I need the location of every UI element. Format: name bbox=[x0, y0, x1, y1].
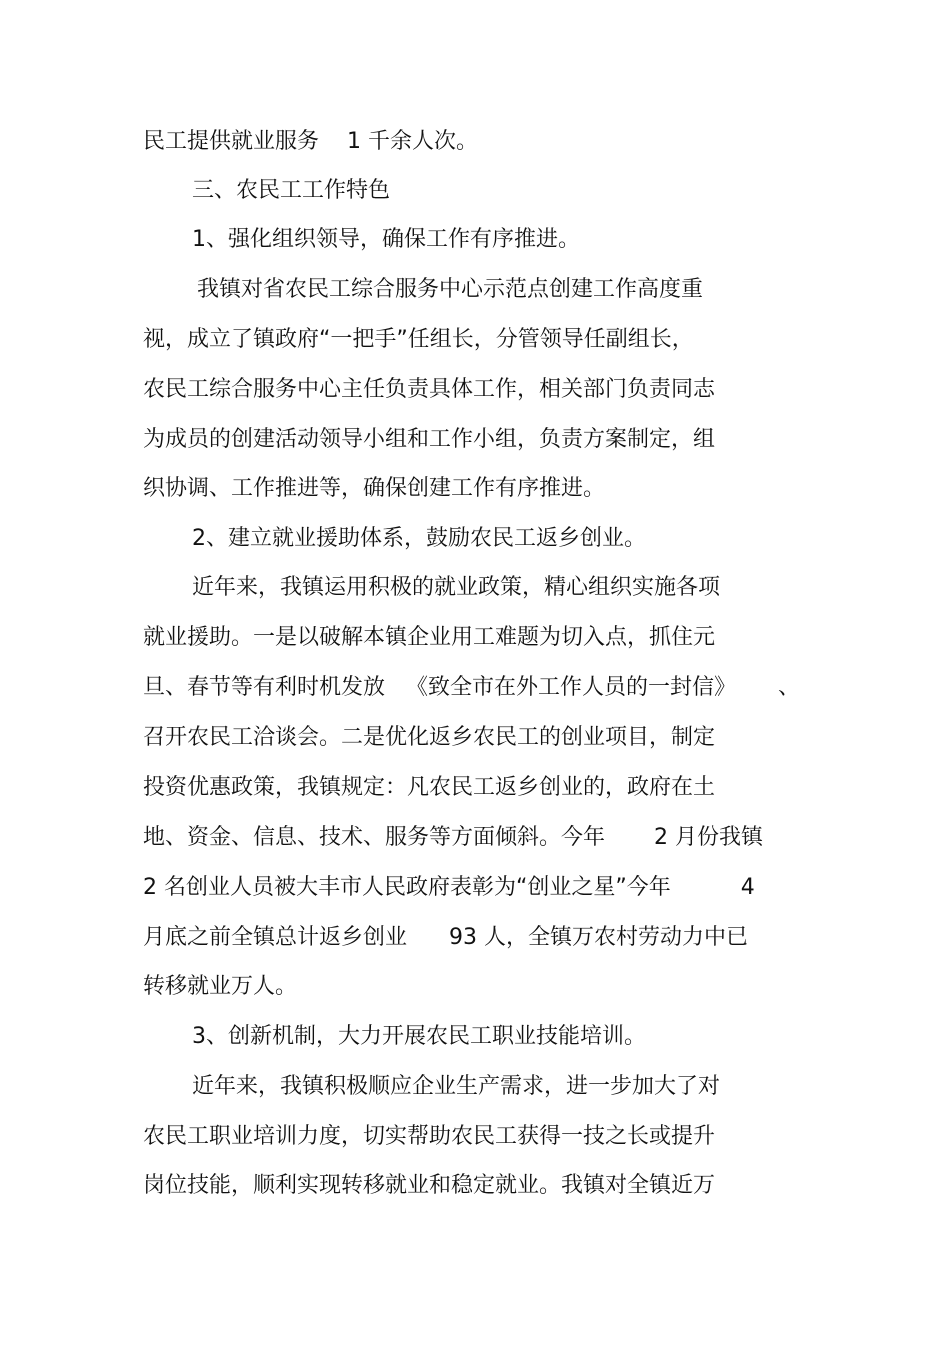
text-line: 织协调、工作推进等，确保创建工作有序推进。 bbox=[143, 476, 606, 501]
text-line: 近年来，我镇积极顺应企业生产需求，进一步加大了对 bbox=[192, 1074, 721, 1099]
text-line: 转移就业万人。 bbox=[143, 974, 298, 999]
text-line: 月底之前全镇总计返乡创业 93 人，全镇万农村劳动力中已 bbox=[143, 925, 748, 950]
text-line: 召开农民工洽谈会。二是优化返乡农民工的创业项目，制定 bbox=[143, 725, 716, 750]
text-line: 近年来，我镇运用积极的就业政策，精心组织实施各项 bbox=[192, 575, 721, 600]
section-heading: 三、农民工工作特色 bbox=[192, 178, 391, 203]
text-line: 我镇对省农民工综合服务中心示范点创建工作高度重 bbox=[197, 277, 704, 302]
text-line: 岗位技能，顺利实现转移就业和稳定就业。我镇对全镇近万 bbox=[143, 1173, 716, 1198]
text-line: 2 名创业人员被大丰市人民政府表彰为“创业之星”今年 4 bbox=[143, 875, 755, 900]
subsection-heading: 1、强化组织领导，确保工作有序推进。 bbox=[192, 227, 580, 252]
text-line: 就业援助。一是以破解本镇企业用工难题为切入点，抓住元 bbox=[143, 625, 716, 650]
text-line: 农民工职业培训力度，切实帮助农民工获得一技之长或提升 bbox=[143, 1124, 716, 1149]
text-line: 地、资金、信息、技术、服务等方面倾斜。今年 2 月份我镇 bbox=[143, 825, 763, 850]
subsection-heading: 3、创新机制，大力开展农民工职业技能培训。 bbox=[192, 1024, 646, 1049]
text-line: 视，成立了镇政府“一把手”任组长，分管领导任副组长， bbox=[143, 327, 694, 352]
text-line: 投资优惠政策，我镇规定：凡农民工返乡创业的，政府在土 bbox=[143, 775, 716, 800]
text-line: 农民工综合服务中心主任负责具体工作，相关部门负责同志 bbox=[143, 377, 716, 402]
text-line: 旦、春节等有利时机发放 《致全市在外工作人员的一封信》 、 bbox=[143, 675, 800, 700]
text-line: 为成员的创建活动领导小组和工作小组，负责方案制定，组 bbox=[143, 427, 716, 452]
text-line: 民工提供就业服务 1 千余人次。 bbox=[143, 129, 478, 154]
subsection-heading: 2、建立就业援助体系，鼓励农民工返乡创业。 bbox=[192, 526, 646, 551]
